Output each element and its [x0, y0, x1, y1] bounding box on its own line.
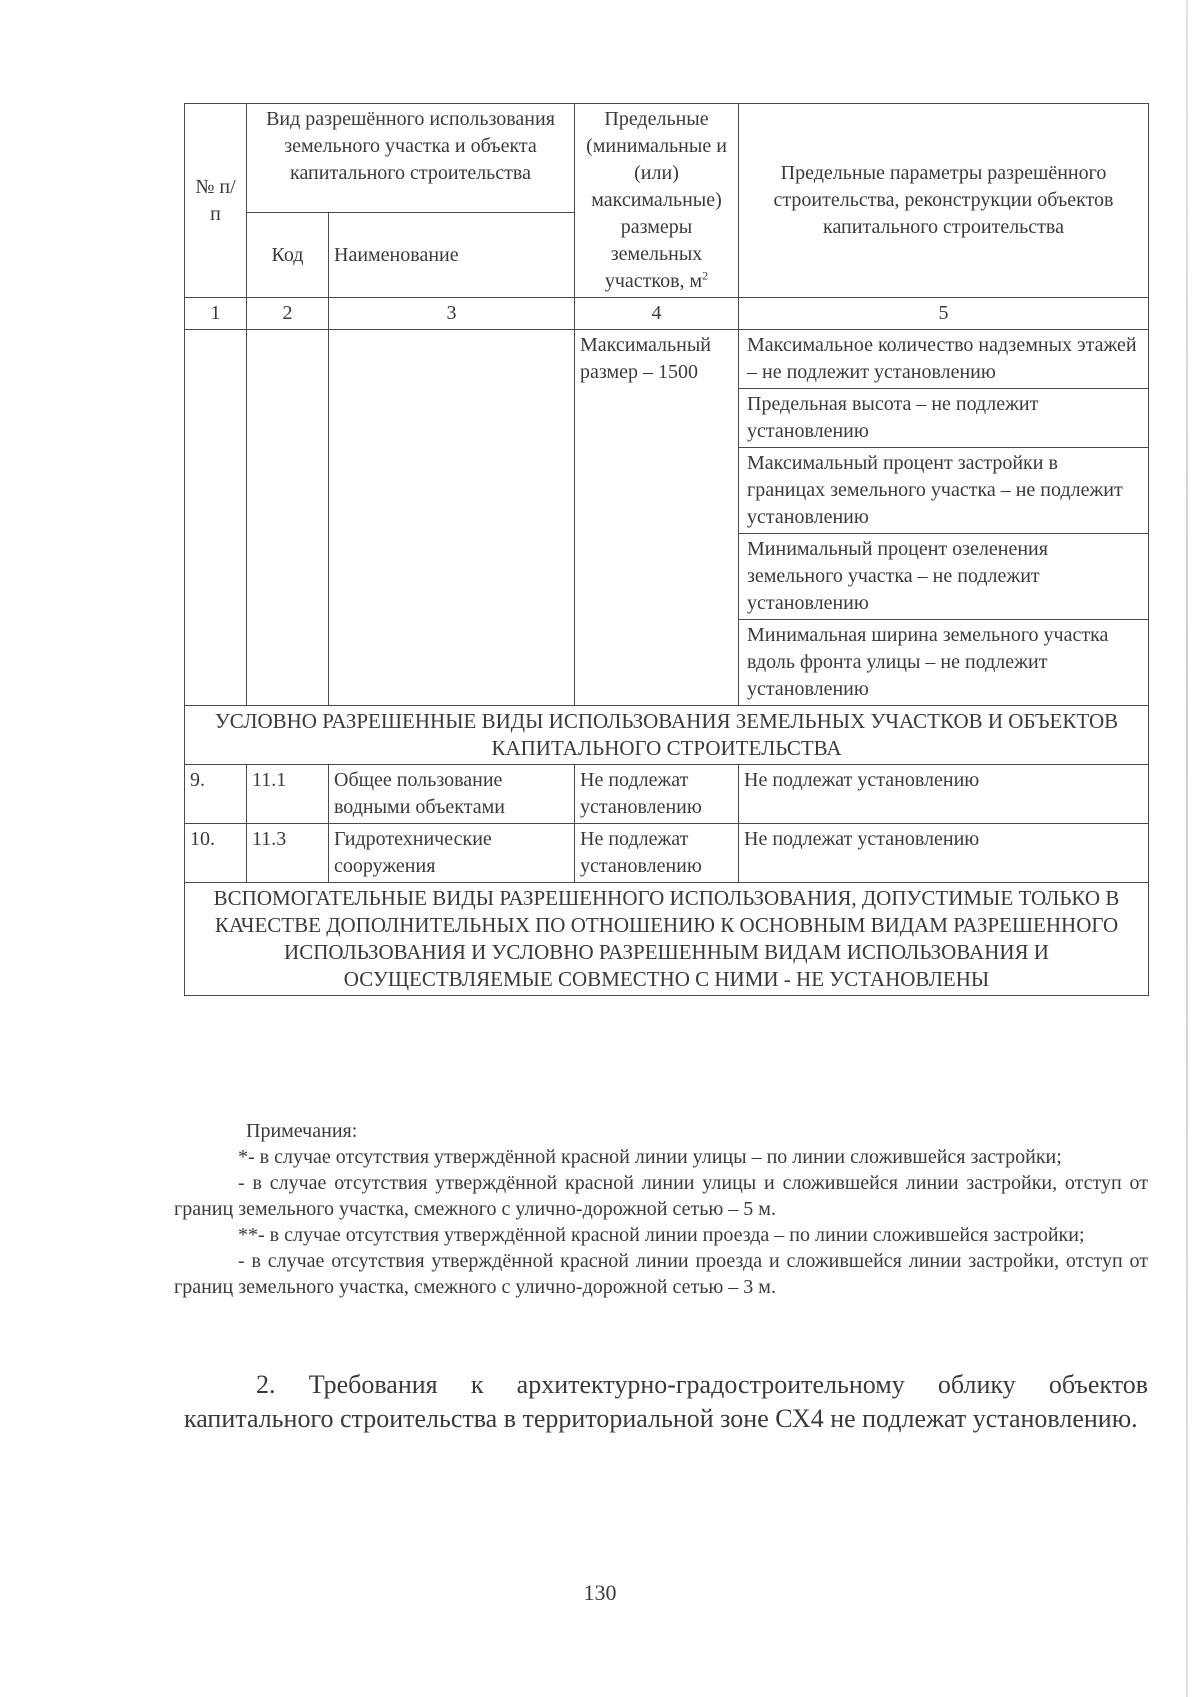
cont-name-cell: [329, 330, 575, 706]
row-num: 10.: [185, 824, 247, 883]
table-row: [185, 824, 1149, 883]
note-item: - в случае отсутствия утверждённой красной линии проезда и сложившейся линии застройки, отступ от границ земельного участка, смежного с улично-дорожной сетью – 3 м.: [174, 1250, 1148, 1298]
header-type-group: Вид разрешённого использования земельного участка и объекта капитального строительства: [247, 104, 575, 213]
row-size: Не подлежат установлению: [575, 765, 739, 824]
params-subtable: [739, 330, 1148, 705]
scan-edge-shadow: [1186, 0, 1188, 1697]
row-params: Не подлежат установлению: [739, 765, 1149, 824]
cont-params-cell: [739, 330, 1149, 706]
col-number-3: 3: [329, 298, 575, 330]
continuation-row: [185, 330, 1149, 706]
cont-size-cell: Максимальный размер – 1500: [575, 330, 739, 706]
header-code: Код: [247, 213, 329, 298]
note-item: *- в случае отсутствия утверждённой красной линии улицы – по линии сложившейся застройки;: [238, 1146, 1062, 1168]
col-number-4: 4: [575, 298, 739, 330]
param-min-greening: Минимальный процент озеленения земельного участка – не подлежит установлению: [739, 534, 1148, 620]
header-row: [185, 104, 1149, 213]
row-size: Не подлежат установлению: [575, 824, 739, 883]
col-number-5: 5: [739, 298, 1149, 330]
row-code: 11.1: [247, 765, 329, 824]
col-number-1: 1: [185, 298, 247, 330]
column-numbers-row: [185, 298, 1149, 330]
section-conditional-title: УСЛОВНО РАЗРЕШЕННЫЕ ВИДЫ ИСПОЛЬЗОВАНИЯ ЗЕМЕЛЬНЫХ УЧАСТКОВ И ОБЪЕКТОВ КАПИТАЛЬНОГО СТРОИТЕЛЬСТВА: [185, 706, 1149, 765]
col-number-2: 2: [247, 298, 329, 330]
row-num: 9.: [185, 765, 247, 824]
note-item: - в случае отсутствия утверждённой красной линии улицы и сложившейся линии застройки, отступ от границ земельного участка, смежного с улично-дорожной сетью – 5 м.: [174, 1172, 1148, 1220]
notes-block: [174, 1118, 1148, 1300]
param-max-coverage: Максимальный процент застройки в границах земельного участка – не подлежит установлению: [739, 448, 1148, 534]
header-size: Предельные (минимальные и (или) максимальные) размеры земельных участков, $м^2$: [575, 104, 739, 298]
cont-num-cell: [185, 330, 247, 706]
row-name: Гидротехнические сооружения: [329, 824, 575, 883]
row-name: Общее пользование водными объектами: [329, 765, 575, 824]
table-row: [185, 765, 1149, 824]
param-max-floors: Максимальное количество надземных этажей – не подлежит установлению: [739, 330, 1148, 389]
notes-title: Примечания:: [246, 1120, 358, 1142]
zoning-table: [184, 103, 1149, 996]
section-conditional-row: [185, 706, 1149, 765]
note-item: **- в случае отсутствия утверждённой красной линии проезда – по линии сложившейся застройки;: [238, 1224, 1085, 1246]
page-number: 130: [583, 1580, 617, 1605]
header-name: Наименование: [329, 213, 575, 298]
section-auxiliary-row: [185, 883, 1149, 996]
header-params: Предельные параметры разрешённого строительства, реконструкции объектов капитального строительства: [739, 104, 1149, 298]
cont-code-cell: [247, 330, 329, 706]
requirement-paragraph: 2. Требования к архитектурно-градостроительному облику объектов капитального строительства в территориальной зоне СХ4 не подлежат установлению.: [184, 1370, 1148, 1433]
header-num: № п/п: [185, 104, 247, 298]
param-min-width: Минимальная ширина земельного участка вдоль фронта улицы – не подлежит установлению: [747, 624, 1109, 700]
row-code: 11.3: [247, 824, 329, 883]
section-auxiliary-title: ВСПОМОГАТЕЛЬНЫЕ ВИДЫ РАЗРЕШЕННОГО ИСПОЛЬЗОВАНИЯ, ДОПУСТИМЫЕ ТОЛЬКО В КАЧЕСТВЕ ДОПОЛНИТЕЛЬНЫХ ПО ОТНОШЕНИЮ К ОСНОВНЫМ ВИДАМ РАЗРЕШЕННОГО ИСПОЛЬЗОВАНИЯ И УСЛОВНО РАЗРЕШЕННЫМ ВИДАМ ИСПОЛЬЗОВАНИЯ И ОСУЩЕСТВЛЯЕМЫЕ СОВМЕСТНО С НИМИ - НЕ УСТАНОВЛЕНЫ: [185, 883, 1149, 996]
row-params: Не подлежат установлению: [739, 824, 1149, 883]
param-max-height: Предельная высота – не подлежит установлению: [739, 389, 1148, 448]
